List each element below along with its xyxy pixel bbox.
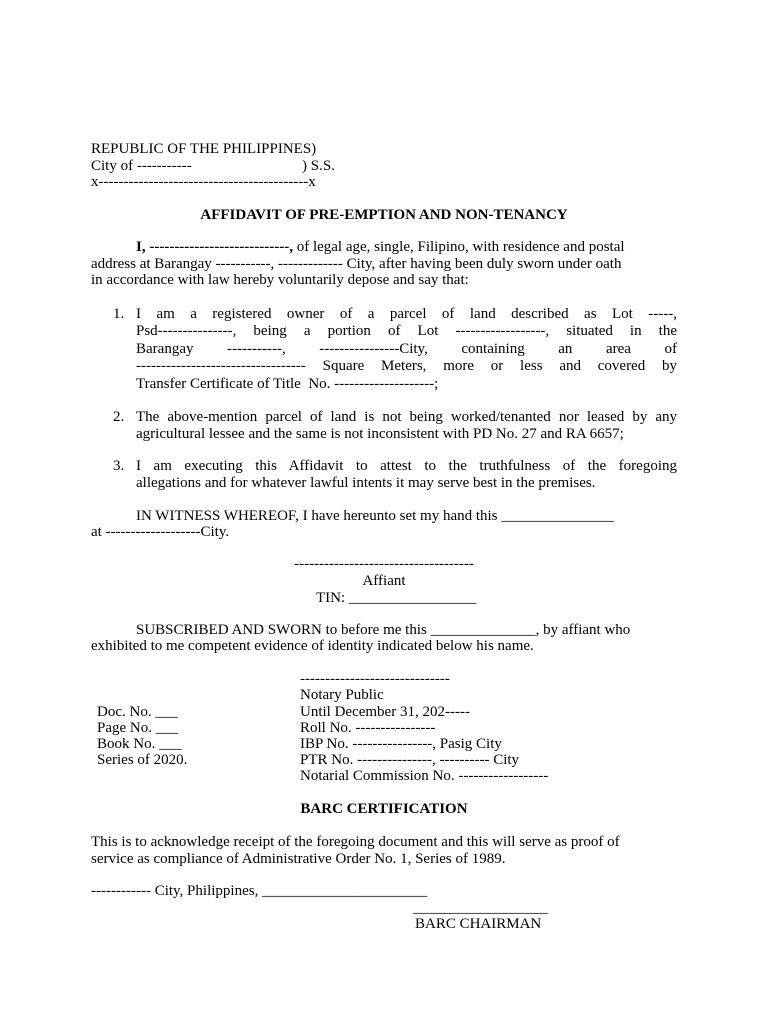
header-separator: x------------------------------------------x <box>91 174 316 190</box>
barc-title: BARC CERTIFICATION <box>300 801 468 817</box>
barc-chairman-label: BARC CHAIRMAN <box>415 916 542 932</box>
barc-line-2: service as compliance of Administrative Order No. 1, Series of 1989. <box>91 851 506 867</box>
item-1-line-2: Psd---------------, being a portion of Lot ------------------, situated in the <box>136 323 677 339</box>
item-1-line-4: ---------------------------------- Square Meters, more or less and covered by <box>136 358 677 374</box>
item-number: 2. <box>113 409 125 425</box>
item-number: 1. <box>113 306 125 322</box>
series-no: Series of 2020. <box>97 752 188 768</box>
item-1-line-5: Transfer Certificate of Title No. --------------------; <box>136 376 439 392</box>
subscribed-line-1: SUBSCRIBED AND SWORN to before me this ______________, by affiant who <box>136 622 631 638</box>
header-republic: REPUBLIC OF THE PHILIPPINES) <box>91 141 317 157</box>
intro-line-1 <box>136 239 625 256</box>
notary-line: Roll No. ---------------- <box>300 720 436 736</box>
doc-no: Doc. No. ___ <box>97 704 178 720</box>
item-1-line-3: Barangay -----------, ----------------City, containing an area of <box>136 341 677 357</box>
item-1-line-1: I am a registered owner of a parcel of land described as Lot -----, <box>136 306 677 322</box>
document-title: AFFIDAVIT OF PRE-EMPTION AND NON-TENANCY <box>200 207 568 223</box>
page-no: Page No. ___ <box>97 720 179 736</box>
notary-line: PTR No. ---------------, ---------- City <box>300 752 520 768</box>
intro-line-1-text: of legal age, single, Filipino, with residence and postal <box>292 239 625 255</box>
affiant-name-blank: I, ----------------------------, <box>136 239 293 255</box>
witness-line-1: IN WITNESS WHEREOF, I have hereunto set my hand this _______________ <box>136 508 614 524</box>
intro-line-3: in accordance with law hereby voluntarily depose and say that: <box>91 272 469 288</box>
barc-chairman-signature-line: __________________ <box>413 900 548 916</box>
affiant-tin: TIN: _________________ <box>316 590 477 606</box>
item-3-line-1: I am executing this Affidavit to attest to the truthfulness of the foregoing <box>136 458 677 474</box>
notary-line: IBP No. ----------------, Pasig City <box>300 736 502 752</box>
notary-line: Notary Public <box>300 687 384 703</box>
barc-line-1: This is to acknowledge receipt of the foregoing document and this will serve as proof of <box>91 834 620 850</box>
item-2-line-2: agricultural lessee and the same is not inconsistent with PD No. 27 and RA 6657; <box>136 426 624 442</box>
intro-line-2: address at Barangay -----------, ------------- City, after having been duly sworn under oath <box>91 256 622 272</box>
item-number: 3. <box>113 458 125 474</box>
book-no: Book No. ___ <box>97 736 182 752</box>
affiant-signature-line: ------------------------------------ <box>294 556 474 572</box>
barc-city-line: ------------ City, Philippines, ______________________ <box>91 883 428 899</box>
witness-line-2: at -------------------City. <box>91 524 230 540</box>
item-3-line-2: allegations and for whatever lawful intents it may serve best in the premises. <box>136 475 596 491</box>
header-city: City of ----------- <box>91 158 192 174</box>
notary-signature-line: ------------------------------ <box>300 671 450 687</box>
affiant-label: Affiant <box>362 573 406 589</box>
subscribed-line-2: exhibited to me competent evidence of identity indicated below his name. <box>91 638 534 654</box>
header-ss: ) S.S. <box>302 158 335 174</box>
notary-line: Notarial Commission No. ------------------ <box>300 768 549 784</box>
item-2-line-1: The above-mention parcel of land is not being worked/tenanted nor leased by any <box>136 409 677 425</box>
notary-line: Until December 31, 202----- <box>300 704 470 720</box>
